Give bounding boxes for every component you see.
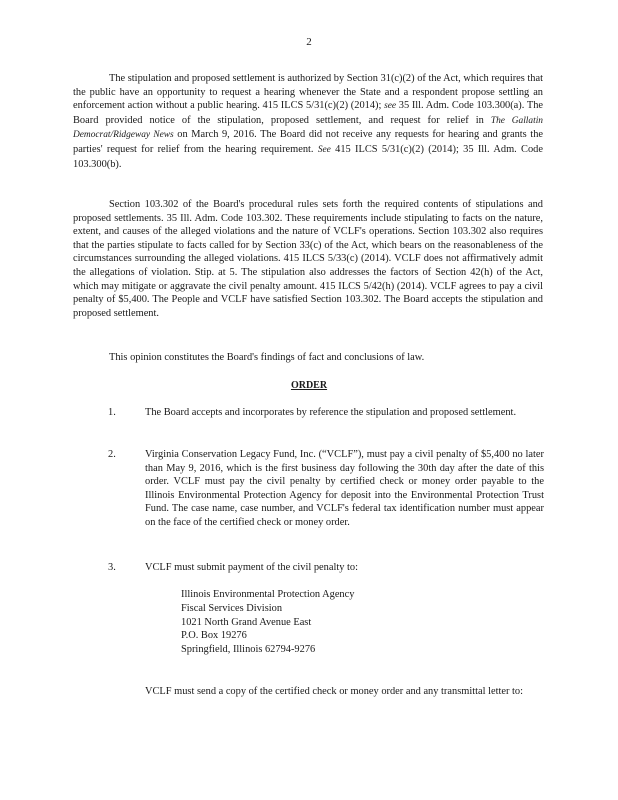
order-item-text: The Board accepts and incorporates by reference the stipulation and proposed settlement. (145, 407, 517, 418)
citation-signal: see (384, 101, 397, 112)
paragraph-public-notice (73, 72, 543, 171)
order-item-2 (108, 448, 544, 530)
transmittal-text: VCLF must send a copy of the certified check or money order and any transmittal letter to: (145, 686, 523, 697)
address-line: Springfield, Illinois 62794-9276 (181, 644, 316, 656)
order-item-number: 3. (108, 562, 116, 573)
page-number: 2 (306, 36, 312, 48)
paragraph-text: 35 Ill. Adm. Code 103.300(a). The Board provided notice of the stipulation, proposed settlement, and request for relief in (73, 100, 544, 126)
address-line: 1021 North Grand Avenue East (181, 616, 312, 628)
order-item-3 (108, 561, 544, 575)
address-line: Illinois Environmental Protection Agency (181, 589, 355, 600)
publication-name: The Gallatin Democrat/Ridgeway News (73, 115, 543, 141)
order-item-text: VCLF must submit payment of the civil penalty to: (145, 562, 358, 573)
paragraph-text: 415 ILCS 5/31(c)(2) (2014); 35 Ill. Adm. Code 103.300(b). (73, 143, 543, 170)
transmittal-instruction (108, 685, 544, 699)
citation-signal: See (317, 144, 331, 155)
paragraph-procedural-rules: Section 103.302 of the Board's procedural rules sets forth the required contents of stipulations and proposed settlements. 35 Ill. Adm. Code 103.302. These requirements include stipulating to facts on the nature, extent, and causes of the alleged violations and the nature of VCLF's operations. Section 103.302 also requires that the parties stipulate to facts called for by Section 33(c) of the Act, which bears on the reasonableness of the circumstances surrounding the alleged violations. 415 ILCS 5/33(c) (2014). VCLF does not affirmatively admit the allegations of violation. Stip. at 5. The stipulation also addresses the factors of Section 42(h) of the Act, which may mitigate or aggravate the civil penalty amount. 415 ILCS 5/42(h) (2014). VCLF agrees to pay a civil penalty of $5,400. The People and VCLF have satisfied Section 103.302. The Board accepts the stipulation and proposed settlement. (73, 199, 543, 319)
paragraph-text: on March 9, 2016. The Board did not receive any requests for hearing and grants the parties' request for relief from the hearing requirement. (73, 129, 543, 155)
address-line: P.O. Box 19276 (181, 630, 247, 642)
order-item-text: Virginia Conservation Legacy Fund, Inc. (“VCLF”), must pay a civil penalty of $5,400 no later than May 9, 2016, which is the first business day following the 30th day after the date of this order. VCLF must pay the civil penalty by certified check or money order payable to the Illinois Environmental Protection Agency for deposit into the Environmental Protection Trust Fund. The case name, case number, and VCLF's federal tax identification number must appear on the face of the certified check or money order. (145, 449, 544, 528)
order-item-number: 2. (108, 449, 116, 460)
order-heading: ORDER (290, 380, 328, 391)
address-line: Fiscal Services Division (181, 602, 283, 614)
payment-address (181, 588, 481, 657)
paragraph-text: The stipulation and proposed settlement is authorized by Section 31(c)(2) of the Act, which requires that the public have an opportunity to request a hearing whenever the State and a respondent propose settling an enforcement action without a public hearing. 415 ILCS 5/31(c)(2) (2014); (73, 73, 543, 112)
paragraph-findings: This opinion constitutes the Board's findings of fact and conclusions of law. (109, 352, 425, 363)
order-item-1 (108, 406, 544, 420)
order-item-number: 1. (108, 407, 116, 418)
